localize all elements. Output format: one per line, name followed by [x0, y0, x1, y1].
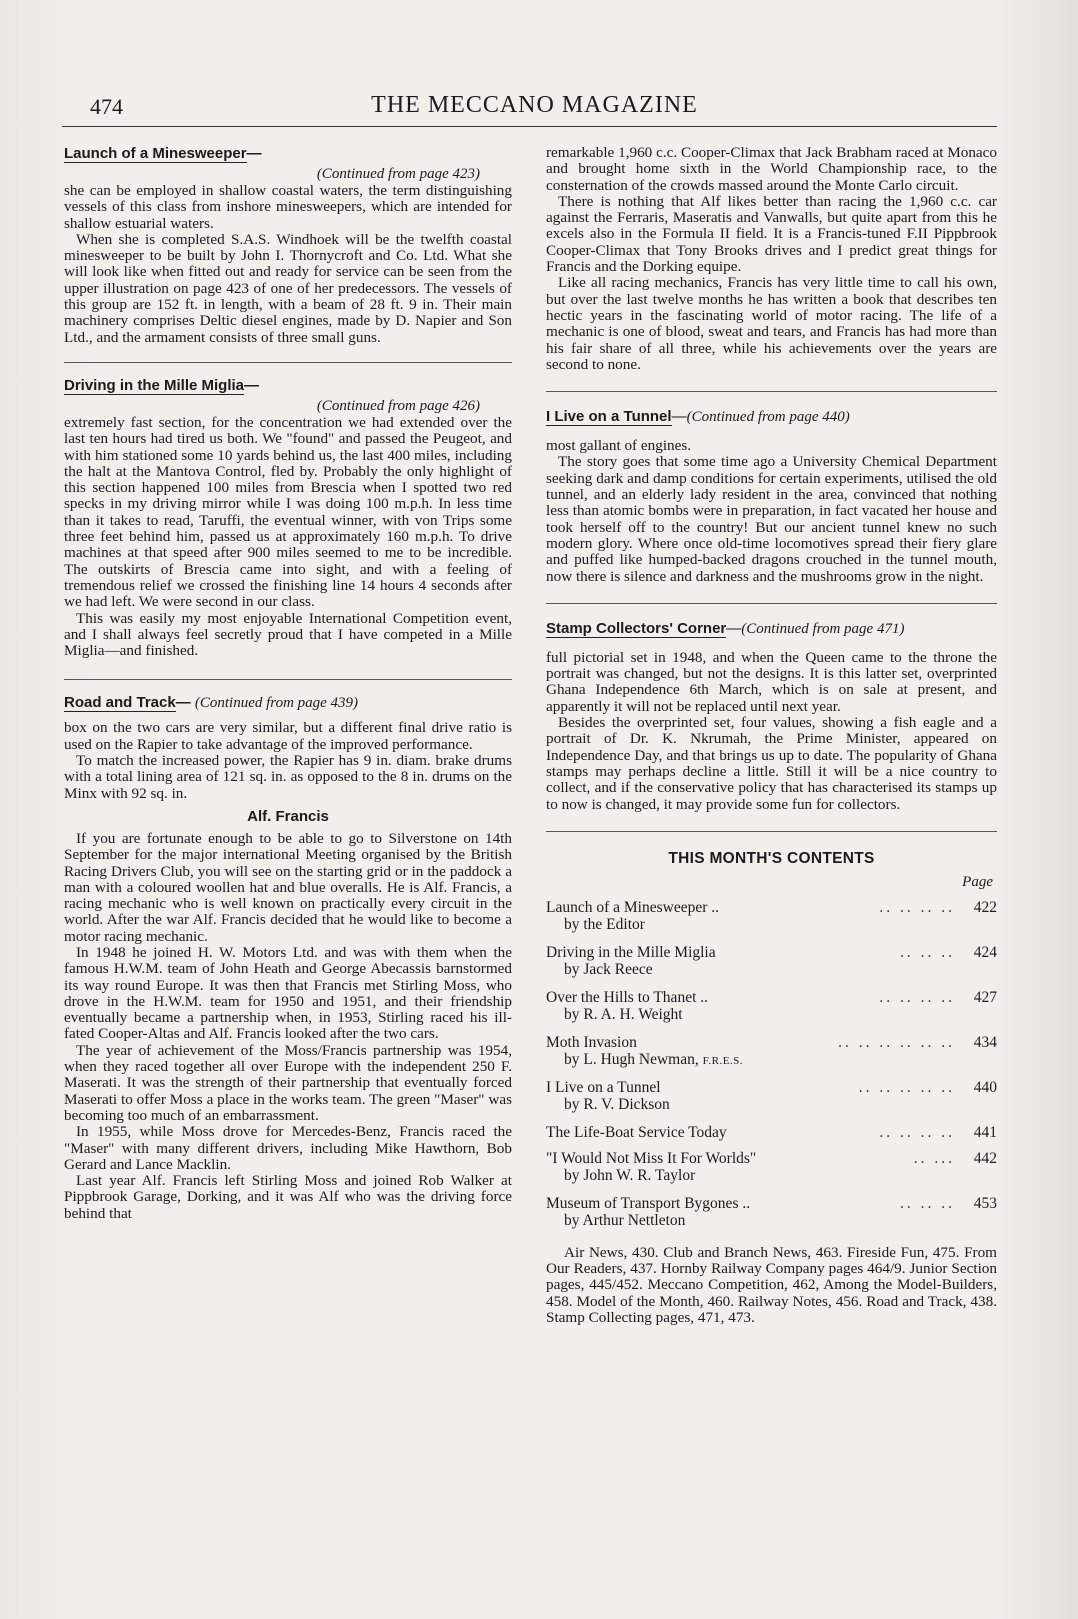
section-road-track [64, 694, 512, 1222]
paragraph: In 1948 he joined H. W. Motors Ltd. and was with them when the famous H.W.M. team of John Heath and George Abecassis barnstormed its way round Europe. It was then that Francis met Stirling Moss, who drove in the H.W.M. team for 1950 and 1951, and their friendship eventually became a partnership when, in 1953, Stirling raced his ill-fated Cooper-Altas and Alf. Francis looked after the two cars. [64, 943, 512, 1043]
contents-leader-dots: .. .. .. .. [879, 1123, 955, 1141]
paragraph: If you are fortunate enough to be able to go to Silverstone on 14th September for the major international Meeting organised by the British Racing Drivers Club, you will see on the starting grid or in the paddock a man with a coloured woollen hat and blue overalls. He is Alf. Francis, a racing mechanic who is well known on practically every circuit in the world. After the war Alf. Francis decided that he would like to become a motor racing mechanic. [64, 829, 512, 945]
section-title: Launch of a Minesweeper— [64, 145, 262, 162]
contents-item-page: 441 [973, 1123, 997, 1141]
contents-item-page: 453 [973, 1194, 997, 1212]
paragraph: Like all racing mechanics, Francis has very little time to call his own, but over the last twelve months he has written a book that describes ten hectic years in the fascinating world of motor racing. The life of a mechanic is one of blood, sweat and tears, and Francis has had more than his fair share of all three, while his achievements over the years are second to none. [546, 274, 997, 373]
paragraph: Besides the overprinted set, four values, showing a fish eagle and a portrait of Dr. K. Nkrumah, the Prime Minister, appeared on Independence Day, and that brings us up to date. The popularity of Ghana stamps may perhaps decline a little. Still it will be a nice country to collect, and if the conservative policy that has characterised its stamps up to now is changed, it may provide some fun for collectors. [546, 714, 997, 813]
section-title: Road and Track— (Continued from page 439) [64, 694, 359, 712]
contents-item [546, 1079, 997, 1115]
contents-item-page: 427 [973, 988, 997, 1006]
paragraph: This was easily my most enjoyable International Competition event, and I shall always feel secretly proud that I have competed in a Mille Miglia—and finished. [64, 609, 512, 660]
contents-item-page: 442 [973, 1149, 997, 1167]
contents-item [546, 1150, 997, 1186]
paragraph: There is nothing that Alf likes better than racing the 1,960 c.c. car against the Ferraris, Maseratis and Vanwalls, but quite apart from this he excels also in the Formula II field. It is a Francis-tuned F.II Pippbrook Cooper-Climax that Tony Brooks drives and I predict great things for Francis and the Dorking equipe. [546, 192, 997, 276]
contents-item [546, 944, 997, 980]
contents-leader-dots: .. .. .. [900, 943, 955, 961]
paragraph: extremely fast section, for the concentration we had extended over the last ten hours had tired us both. We "found" and passed the Peugeot, and with him stationed some 10 yards behind us, the last 400 miles, including the halt at the Mantova Control, fled by. Probably the only highlight of this section happened 100 miles from Brescia when I spotted two red specks in my driving mirror while I was doing 100 m.p.h. In less time than it takes to read, Taruffi, the eventual winner, with von Trips some three feet behind him, passed us at approximately 160 m.p.h. To drive machines at that speed after 900 miles seemed to me to be incredible. The outskirts of Brescia came into sight, and with a feeling of tremendous relief we crossed the finishing line 14 hours 4 seconds after we had left. We were second in our class. [64, 413, 512, 611]
section-divider [546, 831, 997, 832]
contents-item-title: "I Would Not Miss It For Worlds" [546, 1149, 757, 1167]
contents-item [546, 1124, 997, 1141]
contents-item-title: Launch of a Minesweeper .. [546, 898, 720, 916]
continued-note: (Continued from page 426) [316, 397, 480, 414]
contents-item-title: Moth Invasion [546, 1033, 637, 1051]
section-title: Driving in the Mille Miglia— [64, 376, 260, 394]
paragraph: In 1955, while Moss drove for Mercedes-Benz, Francis raced the "Maser" with many different drivers, including Mike Hawthorn, Bob Gerard and Lance Macklin. [64, 1123, 512, 1173]
contents-leader-dots: .. .. .. .. .. [858, 1078, 955, 1096]
contents-item-author: by R. V. Dickson [564, 1095, 670, 1113]
paragraph: she can be employed in shallow coastal waters, the term distinguishing vessels of this class from inshore minesweepers, which are intended for shallow estuarial waters. [64, 182, 512, 232]
left-column [64, 145, 512, 1222]
section-divider [64, 679, 512, 680]
contents-item-title: Over the Hills to Thanet .. [546, 988, 709, 1006]
section-divider [64, 362, 512, 363]
paragraph: The story goes that some time ago a University Chemical Department seeking dark and damp conditions for certain experiments, utilised the old tunnel, and an elderly lady resident in the area, convinced that nothing less than atomic bombs were in preparation, in fact vacated her house and took herself off to the country! But our ancient tunnel knew no such modern glory. Where once old-time locomotives spread their fiery glare and puffed like humped-backed dragons crouched in the tunnel mouth, now there is silence and darkness and the mushrooms grow in the night. [546, 453, 997, 585]
contents-item [546, 989, 997, 1025]
contents-item-page: 434 [973, 1033, 997, 1051]
contents-item-author: by Jack Reece [564, 960, 653, 978]
contents-item [546, 1034, 997, 1070]
contents-item-page: 422 [973, 898, 997, 916]
section-title: I Live on a Tunnel—(Continued from page 440) [546, 408, 850, 426]
page-header [62, 92, 997, 127]
paragraph: Last year Alf. Francis left Stirling Moss and joined Rob Walker at Pippbrook Garage, Dorking, and it was Alf who was the driving force behind that [64, 1172, 512, 1222]
contents-item-title: Museum of Transport Bygones .. [546, 1194, 751, 1212]
magazine-title: THE MECCANO MAGAZINE [371, 92, 698, 118]
paragraph: most gallant of engines. [546, 437, 692, 455]
section-road-track-continued [546, 145, 997, 373]
contents-leader-dots: .. .. .. .. [879, 898, 955, 916]
paragraph: box on the two cars are very similar, but a different final drive ratio is used on the Rapier to take advantage of the improved performance. [64, 719, 512, 753]
paragraph: When she is completed S.A.S. Windhoek will be the twelfth coastal minesweeper to be built by John I. Thornycroft and Co. Ltd. What she will look like when fitted out and ready for service can be seen from the upper illustration on page 423 of one of her predecessors. The vessels of this group are 152 ft. in length, with a beam of 28 ft. 9 in. Their main machinery comprises Deltic diesel engines, made by D. Napier and Son Ltd., and the armament consists of three small guns. [64, 230, 512, 346]
contents-item-title: Driving in the Mille Miglia [546, 943, 716, 961]
contents-item-author: by the Editor [564, 915, 645, 933]
contents-leader-dots: .. ... [913, 1149, 955, 1167]
contents-title: THIS MONTH'S CONTENTS [668, 849, 875, 867]
contents-item-author: by L. Hugh Newman, F.R.E.S. [564, 1050, 744, 1068]
contents-item [546, 899, 997, 935]
section-stamps [546, 620, 997, 813]
contents-item-title: I Live on a Tunnel [546, 1078, 661, 1096]
page-column-label: Page [962, 873, 993, 890]
contents-item-page: 440 [973, 1078, 997, 1096]
section-tunnel [546, 408, 997, 585]
contents-leader-dots: .. .. .. .. .. .. [838, 1033, 955, 1051]
paragraph: To match the increased power, the Rapier has 9 in. diam. brake drums with a total lining area of 121 sq. in. as opposed to the 8 in. drums on the Minx with 92 sq. in. [64, 752, 512, 802]
contents-list [546, 899, 997, 1231]
paragraph: remarkable 1,960 c.c. Cooper-Climax that Jack Brabham raced at Monaco and brought home sixth in the World Championship race, to the consternation of the crowds massed around the Monte Carlo circuit. [546, 144, 997, 194]
section-divider [546, 603, 997, 604]
contents-item-author: by Arthur Nettleton [564, 1211, 686, 1229]
contents-leader-dots: .. .. .. .. [879, 988, 955, 1006]
subheading: Alf. Francis [247, 807, 329, 825]
paragraph: The year of achievement of the Moss/Francis partnership was 1954, when they raced together all over Europe with the independent 250 F. Maserati. It was the strength of their partnership that eventually forced Maserati to offer Moss a place in the works team. The green "Maser" was becoming too much of an embarrassment. [64, 1041, 512, 1124]
contents-item-title: The Life-Boat Service Today [546, 1123, 727, 1141]
contents-item-author: by John W. R. Taylor [564, 1166, 696, 1184]
section-mille-miglia [64, 377, 512, 659]
contents-leader-dots: .. .. .. [900, 1194, 955, 1212]
section-minesweeper [64, 145, 512, 346]
continued-note: (Continued from page 423) [316, 166, 480, 182]
contents-misc: Air News, 430. Club and Branch News, 463. Fireside Fun, 475. From Our Readers, 437. Hornby Railway Company pages 464/9. Junior Section pages, 445/452. Meccano Competition, 462, Among the Model-Builders, 458. Model of the Month, 460. Railway Notes, 456. Road and Track, 438. Stamp Collecting pages, 471, 473. [546, 1243, 997, 1326]
section-divider [546, 391, 997, 392]
contents-item [546, 1195, 997, 1231]
contents-item-page: 424 [973, 943, 997, 961]
paragraph: full pictorial set in 1948, and when the Queen came to the throne the portrait was changed, but not the designs. It is this latter set, overprinted Ghana Independence 6th March, which is on sale at present, and apparently it will not be replaced until next year. [546, 648, 997, 715]
contents-item-author: by R. A. H. Weight [564, 1005, 683, 1023]
section-title: Stamp Collectors' Corner—(Continued from page 471) [546, 619, 905, 637]
page-number: 474 [90, 94, 123, 119]
contents-box [546, 850, 997, 1326]
right-column [546, 145, 997, 1341]
